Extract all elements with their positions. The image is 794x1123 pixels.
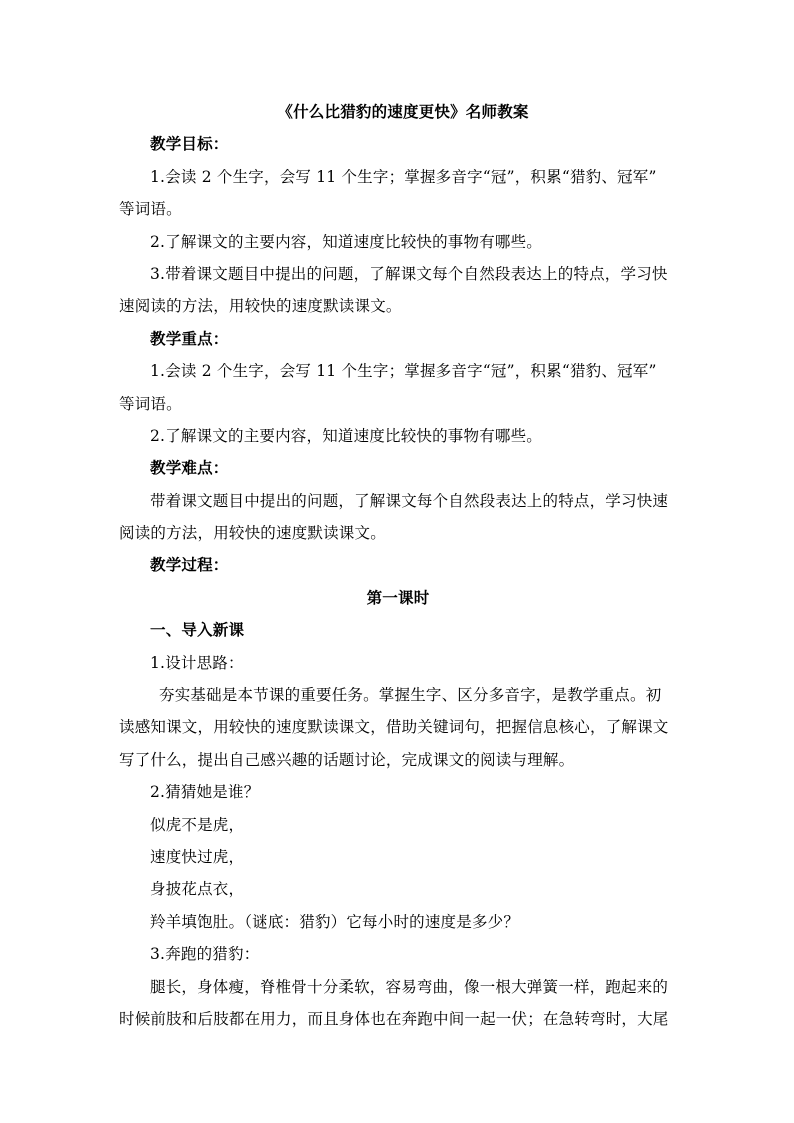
step-1-line-3: 写了什么，提出自己感兴趣的话题讨论，完成课文的阅读与理解。 xyxy=(119,750,575,769)
step-2-label: 2.猜猜她是谁？ xyxy=(150,783,260,802)
document-body xyxy=(119,96,677,1035)
key-point-2: 2.了解课文的主要内容，知道速度比较快的事物有哪些。 xyxy=(150,426,542,445)
objective-3-line-2: 速阅读的方法，用较快的速度默读课文。 xyxy=(119,297,402,316)
objective-1-line-1: 1.会读 2 个生字，会写 11 个生字；掌握多音字“冠”，积累“猎豹、冠军” xyxy=(150,167,657,186)
key-points-heading: 教学重点： xyxy=(150,328,229,348)
step-1-line-2: 读感知课文，用较快的速度默读课文，借助关键词句，把握信息核心，了解课文 xyxy=(119,718,669,737)
key-point-1-line-1: 1.会读 2 个生字，会写 11 个生字；掌握多音字“冠”，积累“猎豹、冠军” xyxy=(150,362,657,381)
step-3-label: 3.奔跑的猎豹： xyxy=(150,945,260,964)
objective-3-line-1: 3.带着课文题目中提出的问题，了解课文每个自然段表达上的特点，学习快 xyxy=(150,264,668,283)
riddle-line-3: 身披花点衣， xyxy=(150,880,245,899)
part-1-heading: 一、导入新课 xyxy=(150,620,245,640)
step-1-line-1: 夯实基础是本节课的重要任务。掌握生字、区分多音字，是教学重点。初 xyxy=(159,686,662,705)
step-3-line-2: 时候前肢和后肢都在用力，而且身体也在奔跑中间一起一伏；在急转弯时，大尾 xyxy=(119,1009,669,1028)
process-heading: 教学过程： xyxy=(150,555,229,575)
difficulty-line-1: 带着课文题目中提出的问题，了解课文每个自然段表达上的特点，学习快速 xyxy=(150,491,669,510)
document-title: 《什么比猎豹的速度更快》名师教案 xyxy=(277,102,529,121)
key-point-1-line-2: 等词语。 xyxy=(119,394,182,413)
objective-2: 2.了解课文的主要内容，知道速度比较快的事物有哪些。 xyxy=(150,232,542,251)
lesson-heading: 第一课时 xyxy=(366,587,430,607)
riddle-line-4: 羚羊填饱肚。（谜底：猎豹）它每小时的速度是多少？ xyxy=(150,912,520,931)
objective-1-line-2: 等词语。 xyxy=(119,200,182,219)
riddle-line-1: 似虎不是虎， xyxy=(150,815,245,834)
difficulty-line-2: 阅读的方法，用较快的速度默读课文。 xyxy=(119,524,386,543)
step-1-label: 1.设计思路： xyxy=(150,653,244,672)
step-3-line-1: 腿长，身体瘦，脊椎骨十分柔软，容易弯曲，像一根大弹簧一样，跑起来的 xyxy=(150,977,669,996)
objectives-heading: 教学目标： xyxy=(150,134,229,154)
difficulties-heading: 教学难点： xyxy=(150,458,229,478)
riddle-line-2: 速度快过虎， xyxy=(150,847,245,866)
